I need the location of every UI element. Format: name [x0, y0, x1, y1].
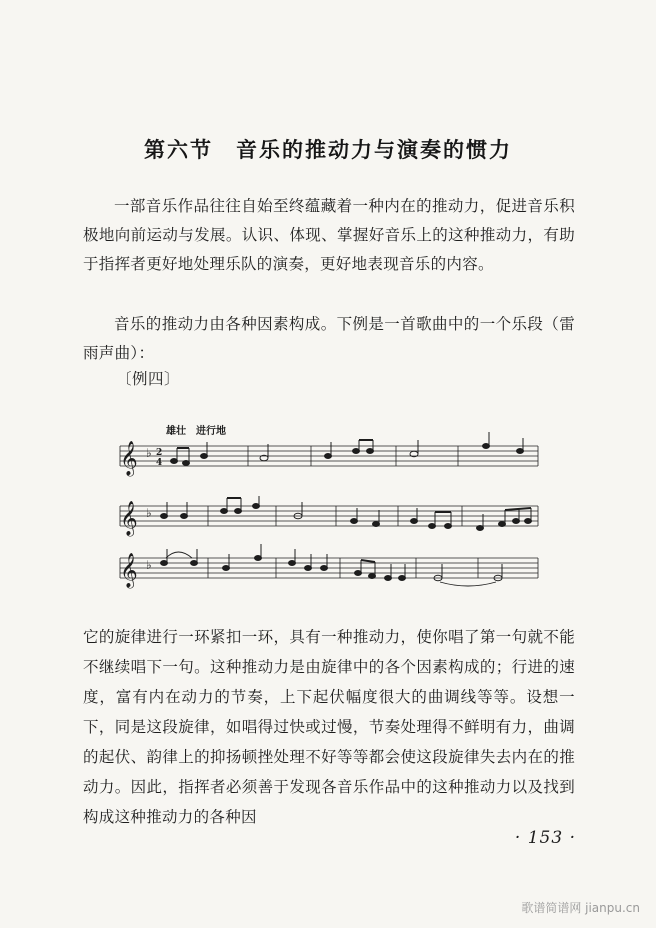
- time-sig-top: 2: [156, 448, 163, 458]
- flat-icon: ♭: [146, 446, 152, 460]
- treble-clef-icon-3: 𝄞: [120, 553, 138, 588]
- flat-icon-3: ♭: [146, 558, 152, 572]
- section-title: 第六节 音乐的推动力与演奏的惯力: [144, 137, 512, 162]
- paragraph-3: 它的旋律进行一环紧扣一环，具有一种推动力，使你唱了第一句就不能不继续唱下一句。这种推动力是由旋律中的各个因素构成的；行进的速度，富有内在动力的节奏，上下起伏幅度很大的曲调线等等。设想一下，同是这段旋律，如唱得过快或过慢，节奏处理得不鲜明有力，曲调的起伏、韵律上的抑扬顿挫处理不好等等都会使这段旋律失去内在的推动力。因此，指挥者必须善于发现各音乐作品中的这种推动力以及找到构成这种推动力的各种因: [83, 628, 575, 826]
- flat-icon-2: ♭: [146, 506, 152, 520]
- staff-2-notes: [161, 496, 532, 531]
- treble-clef-icon-2: 𝄞: [120, 501, 138, 536]
- staff-3-notes: [161, 544, 503, 586]
- example-label: 〔例四〕: [116, 370, 181, 388]
- paragraph-2: 音乐的推动力由各种因素构成。下例是一首歌曲中的一个乐段（雷雨声曲）：: [83, 315, 575, 362]
- paragraph-1: 一部音乐作品往往自始至终蕴藏着一种内在的推动力，促进音乐积极地向前运动与发展。认识、体现、掌握好音乐上的这种推动力，有助于指挥者更好地处理乐队的演奏，更好地表现音乐的内容。: [83, 197, 575, 273]
- treble-clef-icon: 𝄞: [120, 441, 138, 476]
- time-sig-bottom: 4: [156, 458, 163, 468]
- tempo-marking: 雄壮 进行地: [166, 426, 226, 437]
- staff-1-notes: [171, 432, 524, 466]
- music-score: [108, 420, 548, 590]
- watermark: 歌谱简谱网 jianpu.cn: [521, 901, 640, 915]
- staff-3: [120, 558, 538, 578]
- page-number: · 153 ·: [514, 828, 576, 848]
